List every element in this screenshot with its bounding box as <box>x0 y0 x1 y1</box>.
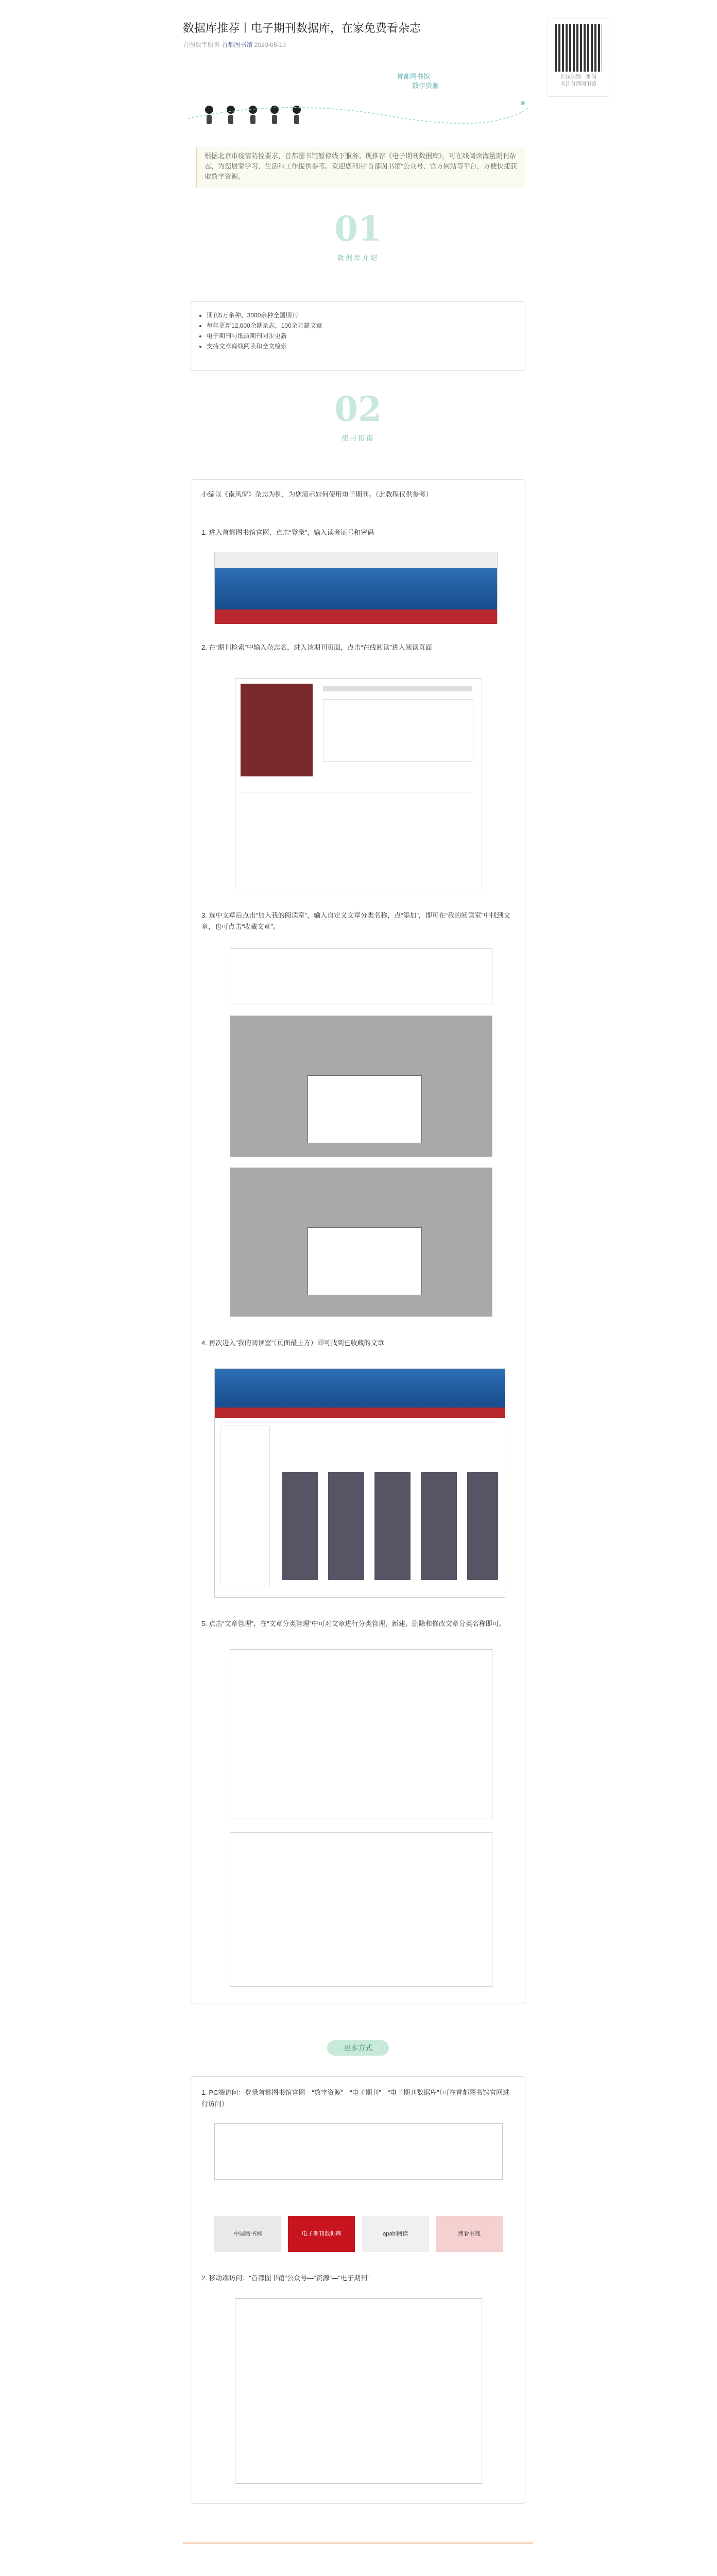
features-list <box>196 310 525 351</box>
screenshot-article <box>230 948 492 1005</box>
article-meta <box>183 40 286 49</box>
step-text: 点击“文章管理”，在“文章分类管理”中可对文章进行分类管理，新建、删除和修改文章分类名称即可。 <box>209 1620 506 1628</box>
step-number: 2. <box>201 2274 207 2282</box>
step-number: 1. <box>201 529 207 536</box>
divider <box>183 2543 533 2549</box>
step-5 <box>201 1618 516 1630</box>
step-text: 选中文章后点击“加入我的阅读室”，输入自定义文章分类名称，点“添加”，即可在“我的阅读室”中找到文章，也可点击“收藏文章”。 <box>201 911 510 930</box>
banner-line2: 数字资源 <box>412 82 439 90</box>
feature-item: • 支持文章离线阅读和全文检索 <box>207 341 525 351</box>
decorative-line <box>183 88 533 129</box>
screenshot-login <box>214 552 498 624</box>
banner-line1: 首都图书馆 <box>397 73 431 80</box>
feature-item: • 电子期刊与纸质期刊同步更新 <box>207 331 525 341</box>
step-number: 1. <box>201 2089 207 2096</box>
logo[interactable]: 中国图书网 <box>214 2216 281 2252</box>
step-2 <box>201 642 516 653</box>
step-text: 在“期刊检索”中输入杂志名，进入该期刊页面，点击“在线阅读”进入阅读页面 <box>209 643 432 651</box>
features-box <box>191 301 525 371</box>
section3-tag: 更多方式 <box>327 2040 389 2056</box>
more-box <box>191 2076 525 2504</box>
publish-date: 2020-05-10 <box>254 41 286 48</box>
screenshot-article-manage <box>230 1649 492 1819</box>
intro-text: 根据北京市疫情防控要求，首都图书馆暂停线下服务。现推荐《电子期刊数据库》，可在线阅读海量期刊杂志，为您居家学习、生活和工作提供参考。欢迎您利用“首都图书馆”公众号、官方网站等平台，方便快捷获取数字资源。 <box>196 147 525 188</box>
step-number: 2. <box>201 643 207 651</box>
step-text: 进入首都图书馆官网，点击“登录”，输入读者证号和密码 <box>209 529 374 536</box>
more-step-1 <box>201 2087 516 2110</box>
page-title: 数据库推荐丨电子期刊数据库，在家免费看杂志 <box>183 22 421 35</box>
logo[interactable]: 博看书苑 <box>436 2216 503 2252</box>
feature-item: • 期刊5万余种、3000余种全国期刊 <box>207 310 525 320</box>
feature-item: • 每年更新12,000余期杂志，100余万篇文章 <box>207 320 525 331</box>
qr-code-image <box>555 24 602 72</box>
guide-intro: 小编以《南风窗》杂志为例，为您演示如何使用电子期刊。（此教程仅供参考） <box>201 490 433 498</box>
screenshot-category-manage <box>230 1832 492 1987</box>
screenshot-website <box>214 2123 503 2180</box>
section2-title: 使用指南 <box>341 434 374 442</box>
step-1 <box>201 527 516 538</box>
screenshot-add-reading <box>230 1015 492 1157</box>
screenshot-add-category <box>230 1167 492 1317</box>
step-3 <box>201 910 516 933</box>
step-number: 5. <box>201 1620 207 1628</box>
section1-number: 01 <box>334 209 382 249</box>
step-text: 再次进入“我的阅读室”（页面最上方）即可找到已收藏的文章 <box>209 1339 384 1347</box>
logo[interactable]: 电子期刊数据库 <box>288 2216 355 2252</box>
author: 首图数字服务 <box>183 41 220 48</box>
section1-title: 数据库介绍 <box>337 254 379 262</box>
logo-row <box>214 2216 503 2252</box>
step-text: 移动端访问：“首都图书馆”公众号—“资源”—“电子期刊” <box>209 2274 370 2282</box>
section2-number: 02 <box>334 389 382 429</box>
qr-code-box <box>548 19 609 97</box>
screenshot-reading-room <box>214 1368 505 1598</box>
qr-caption: 长按识别二维码 关注首都图书馆 <box>560 74 596 87</box>
screenshot-journal <box>235 678 482 889</box>
more-step-2 <box>201 2273 516 2284</box>
step-text: PC端访问：登录首都图书馆官网—“数字资源”—“电子期刊”—“电子期刊数据库”（可在首都图书馆官网进行访问） <box>201 2089 510 2108</box>
guide-box <box>191 479 525 2004</box>
account-link[interactable]: 首都图书馆 <box>221 41 253 48</box>
logo[interactable]: apabi阅读 <box>362 2216 429 2252</box>
step-number: 3. <box>201 911 207 919</box>
step-number: 4. <box>201 1339 207 1347</box>
screenshot-wechat <box>235 2298 482 2484</box>
step-4 <box>201 1337 516 1349</box>
